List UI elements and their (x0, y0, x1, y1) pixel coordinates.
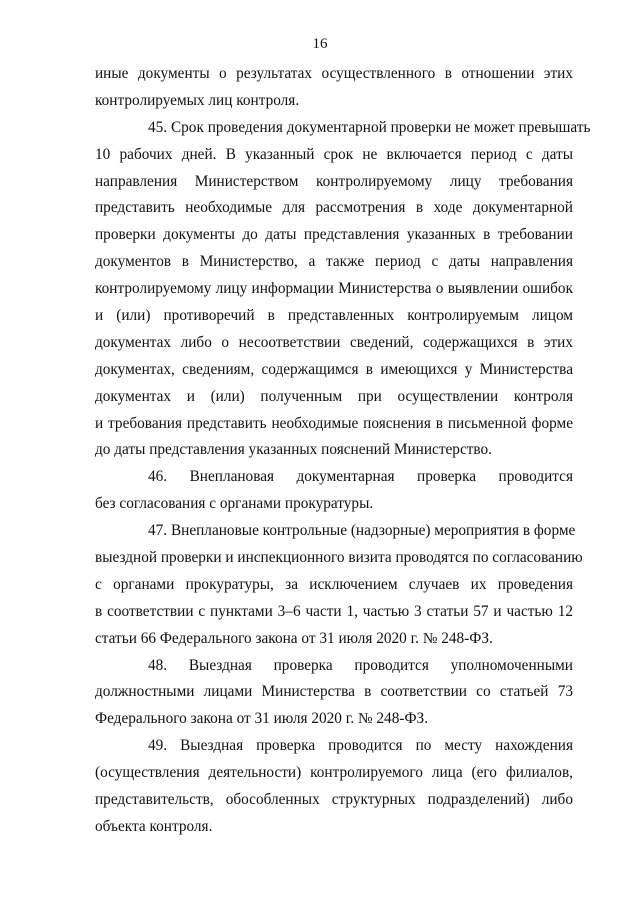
text-line: с органами прокуратуры, за исключением случаев их проведения (95, 575, 573, 593)
paragraph-47 (95, 518, 583, 652)
paragraph-48 (95, 653, 573, 734)
text-line: документах и (или) полученным при осуществлении контроля (95, 387, 573, 405)
document-body (95, 61, 591, 841)
text-line: проверки документы до даты представления указанных в требовании (95, 226, 573, 244)
text-line: Федерального закона от 31 июля 2020 г. № 248-ФЗ. (95, 710, 429, 728)
text-line: документах либо о несоответствии сведений, содержащихся в этих (95, 333, 573, 351)
text-line: 46. Внеплановая документарная проверка проводится (148, 468, 573, 486)
text-line: объекта контроля. (95, 817, 213, 835)
text-line: 10 рабочих дней. В указанный срок не включается период с даты (95, 145, 573, 163)
text-line: документах, сведениям, содержащимся в имеющихся у Министерства (95, 360, 573, 378)
text-line: 47. Внеплановые контрольные (надзорные) мероприятия в форме (148, 522, 576, 540)
text-line: и (или) противоречий в представленных контролируемым лицом (95, 307, 573, 325)
text-line: и требования представить необходимые пояснения в письменной форме (95, 414, 573, 432)
paragraph-continuation (95, 61, 573, 115)
page-number: 16 (312, 36, 328, 52)
text-line: представительств, обособленных структурных подразделений) либо (95, 791, 573, 809)
text-line: до даты представления указанных пояснений Министерство. (95, 441, 493, 459)
text-line: (осуществления деятельности) контролируемого лица (его филиалов, (95, 764, 573, 782)
text-line: представить необходимые для рассмотрения в ходе документарной (95, 199, 573, 217)
text-line: 48. Выездная проверка проводится уполномоченными (148, 656, 573, 674)
text-line: контролируемому лицу информации Министерства о выявлении ошибок (95, 280, 573, 298)
text-line: 49. Выездная проверка проводится по месту нахождения (148, 737, 573, 755)
text-line: должностными лицами Министерства в соответствии со статьей 73 (95, 683, 573, 701)
paragraph-46 (95, 464, 573, 518)
text-line: без согласования с органами прокуратуры. (95, 495, 374, 513)
text-line: контролируемых лиц контроля. (95, 91, 300, 109)
text-line: выездной проверки и инспекционного визита проводятся по согласованию (95, 549, 583, 567)
text-line: статьи 66 Федерального закона от 31 июля 2020 г. № 248-ФЗ. (95, 629, 493, 647)
text-line: направления Министерством контролируемому лицу требования (95, 172, 573, 190)
paragraph-49 (95, 733, 573, 841)
text-line: документов в Министерство, а также период с даты направления (95, 253, 573, 271)
text-line: в соответствии с пунктами 3–6 части 1, частью 3 статьи 57 и частью 12 (95, 602, 573, 620)
text-line: иные документы о результатах осуществленного в отношении этих (95, 65, 573, 82)
text-line: 45. Срок проведения документарной проверки не может превышать (148, 118, 591, 136)
paragraph-45 (95, 115, 591, 465)
